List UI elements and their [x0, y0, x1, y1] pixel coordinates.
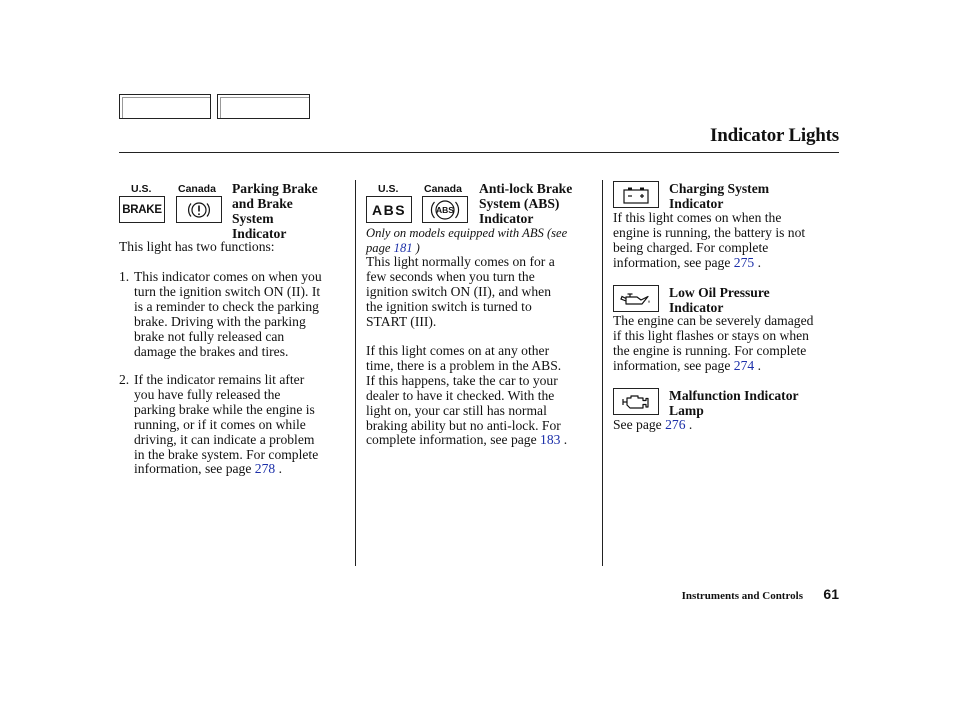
malfunction-heading: Malfunction Indicator Lamp	[669, 388, 799, 418]
column-divider	[355, 180, 356, 566]
title-divider	[119, 152, 839, 153]
page-link[interactable]: 274	[733, 357, 755, 373]
footer-section-title: Instruments and Controls	[681, 590, 803, 602]
nav-tab-previous[interactable]	[119, 94, 211, 119]
abs-circle-icon	[422, 196, 468, 223]
abs-paragraph-1: This light normally comes on for a few seconds when you turn the ignition switch ON (II), and when the ignition switch is turned to START (III).	[366, 254, 555, 329]
battery-icon	[613, 181, 659, 208]
malfunction-text: See page 276 .	[613, 417, 693, 432]
list-item: This indicator comes on when you turn the ignition switch ON (II). It is a reminder to check the parking brake. Driving with the parking brake not fully released can damage the brakes and tires.	[134, 269, 322, 359]
canada-label: Canada	[178, 183, 216, 195]
page-number: 61	[823, 586, 839, 602]
page-link[interactable]: 276	[665, 417, 686, 432]
abs-text-icon: ABS	[366, 196, 412, 223]
page-link[interactable]: 183	[540, 432, 561, 448]
list-item: If the indicator remains lit after you have fully released the parking brake while the engine is running, or if it comes on while driving, it can indicate a problem in the brake system. For complete information, see page 278 .	[134, 372, 319, 477]
oil-can-icon	[613, 285, 659, 312]
us-label: U.S.	[378, 183, 399, 195]
parking-brake-heading: Parking Brake and Brake System Indicator	[232, 181, 318, 241]
list-item-number: 2.	[119, 372, 130, 387]
nav-tab-next[interactable]	[217, 94, 310, 119]
abs-icon-text: ABS	[436, 204, 454, 215]
oil-pressure-heading: Low Oil Pressure Indicator	[669, 285, 770, 315]
page-link[interactable]: 275	[733, 254, 755, 270]
abs-note: Only on models equipped with ABS (see page 181 )	[366, 226, 568, 255]
canada-label: Canada	[424, 183, 462, 195]
column-divider	[602, 180, 603, 566]
brake-circle-exclamation-icon	[176, 196, 222, 223]
oil-pressure-text: The engine can be severely damaged if this light flashes or stays on when the engine is running. For complete information, see page 274 .	[613, 313, 814, 373]
page-title: Indicator Lights	[710, 125, 839, 146]
charging-heading: Charging System Indicator	[669, 181, 770, 211]
check-engine-icon	[613, 388, 659, 415]
page-link[interactable]: 181	[393, 240, 413, 255]
abs-paragraph-2: If this light comes on at any other time, there is a problem in the ABS. If this happens, take the car to your dealer to have it checked. With the light on, your car still has normal braking ability but no anti-lock. For complete information, see page 183 .	[366, 343, 568, 448]
intro-text: This light has two functions:	[119, 239, 275, 254]
charging-text: If this light comes on when the engine is running, the battery is not being charged. For complete information, see page 275 .	[613, 210, 806, 270]
abs-heading: Anti-lock Brake System (ABS) Indicator	[479, 181, 573, 226]
brake-text-icon: BRAKE	[119, 196, 165, 223]
us-label: U.S.	[131, 183, 152, 195]
list-item-number: 1.	[119, 269, 130, 284]
page-link[interactable]: 278	[254, 461, 276, 477]
